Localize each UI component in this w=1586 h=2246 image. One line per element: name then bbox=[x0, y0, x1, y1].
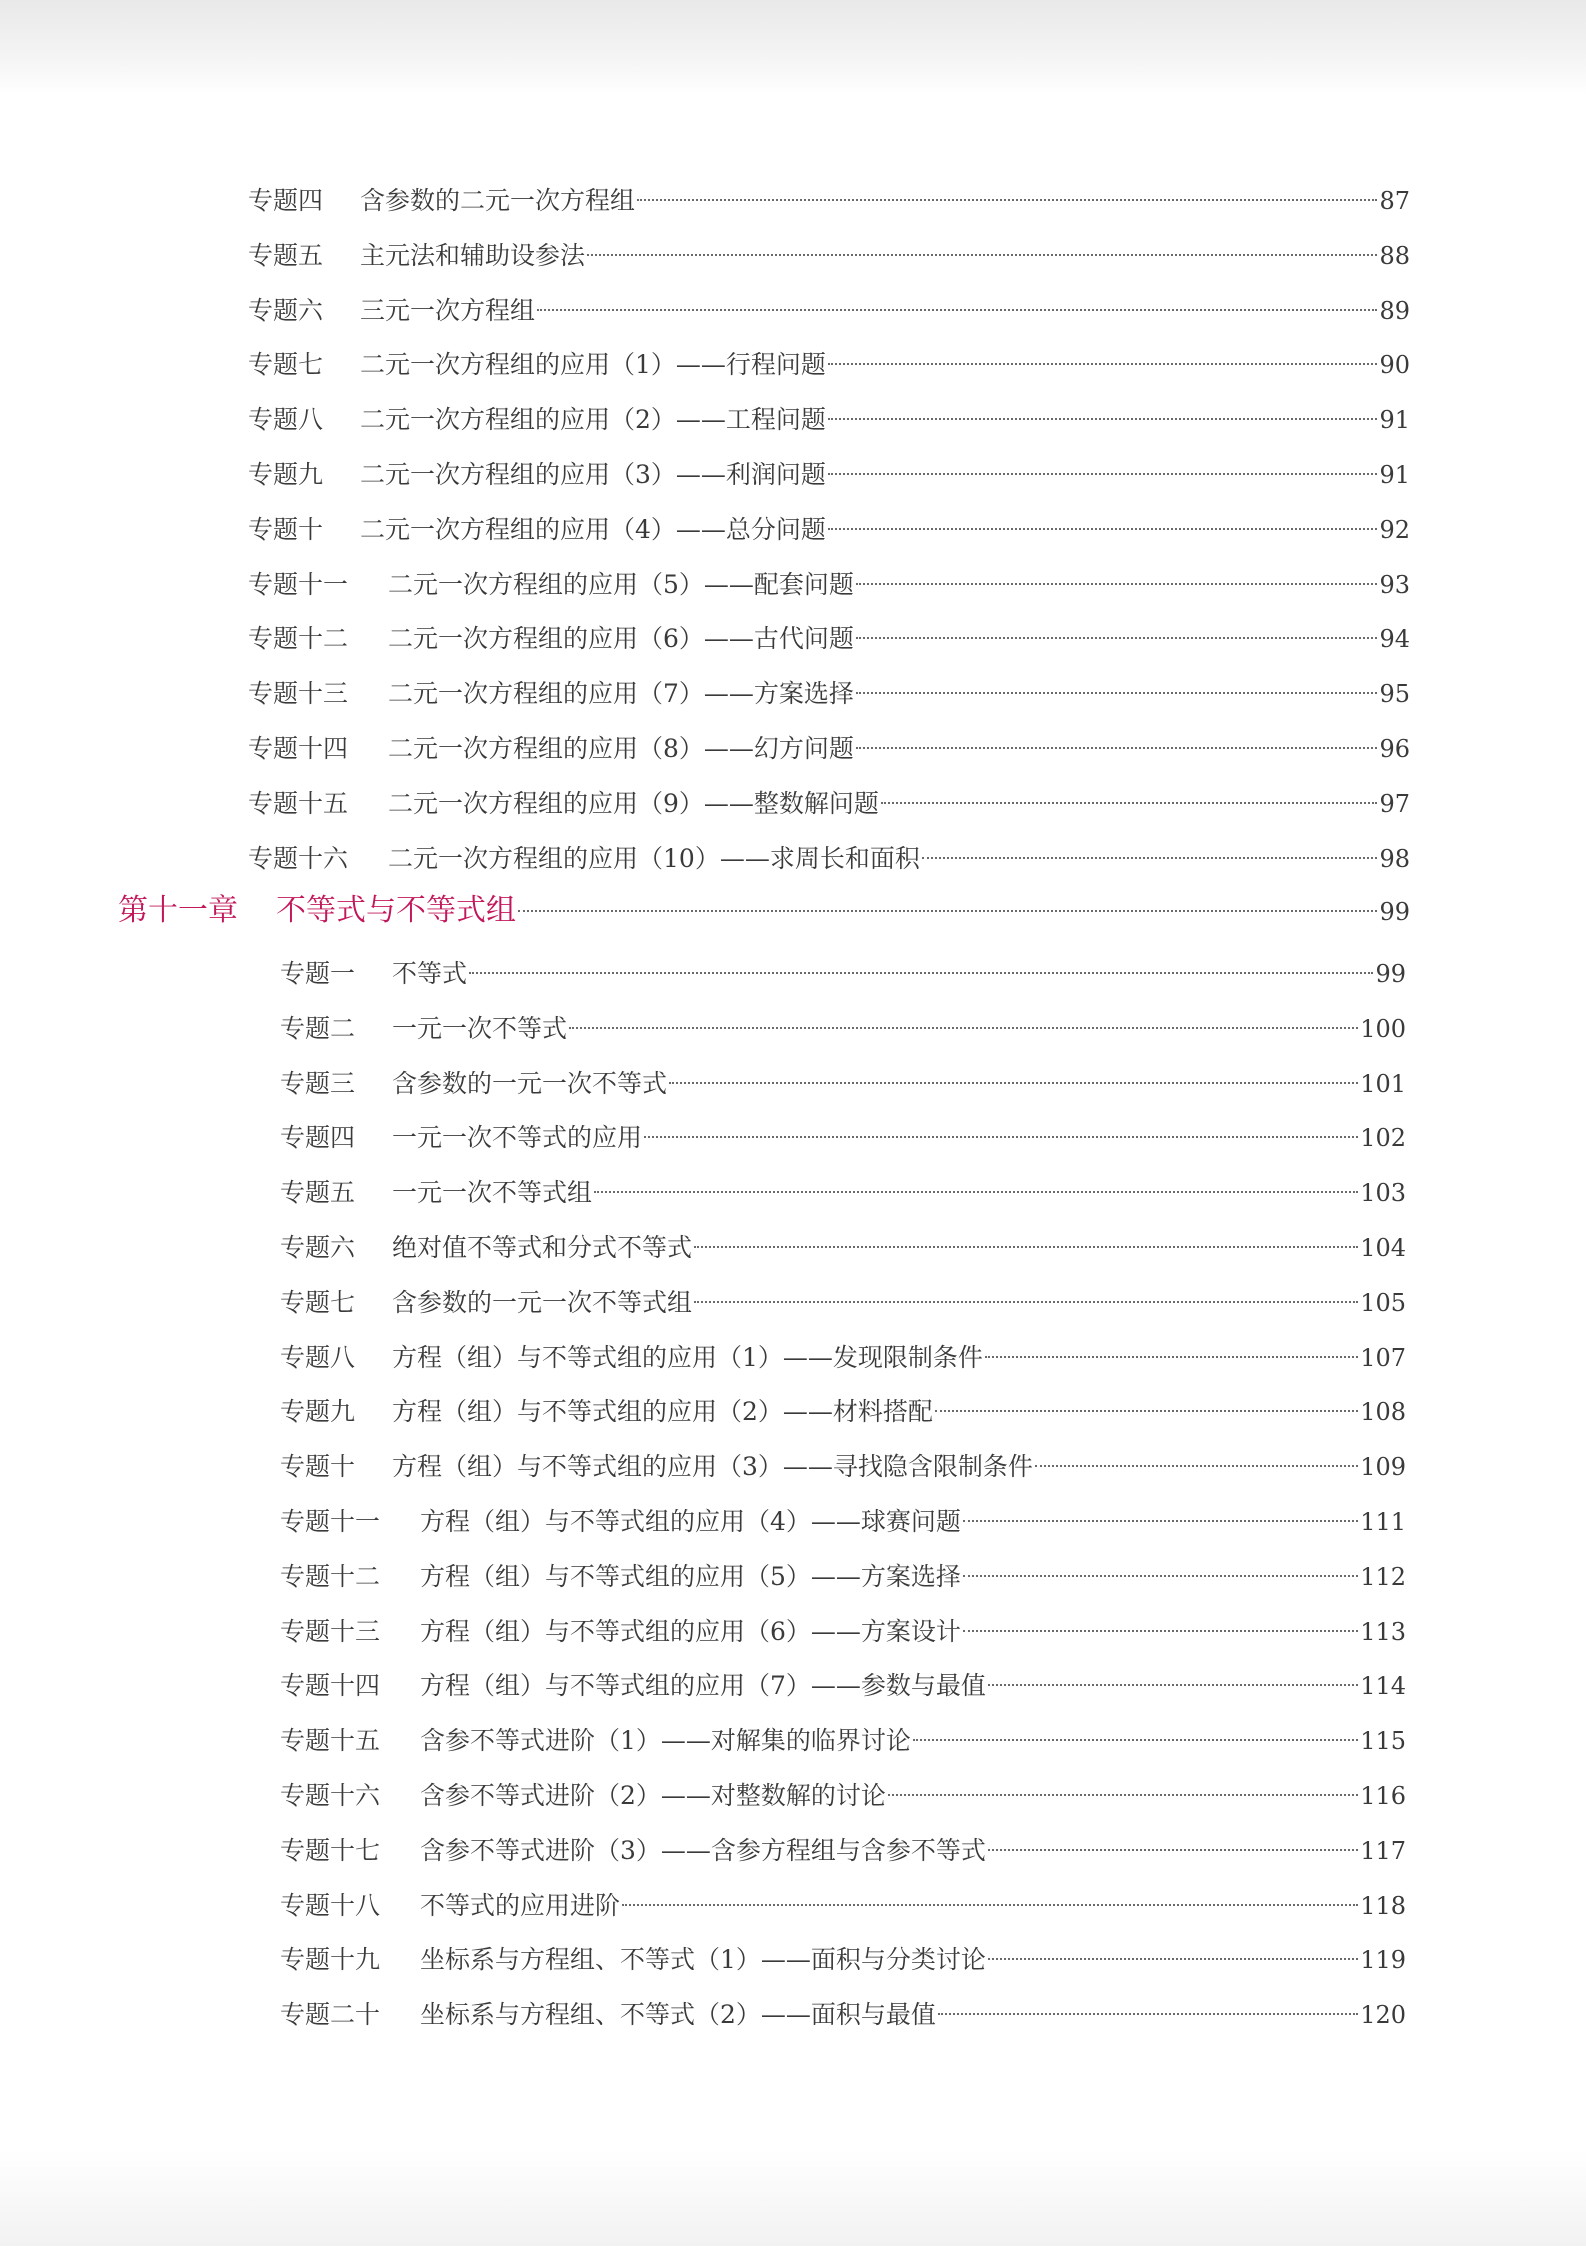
page-number: 117 bbox=[1360, 1837, 1406, 1865]
page-number: 112 bbox=[1360, 1563, 1406, 1591]
toc-entry[interactable] bbox=[280, 1392, 1406, 1432]
topic-title: 含参不等式进阶（1）——对解集的临界讨论 bbox=[420, 1726, 911, 1755]
topic-title: 不等式的应用进阶 bbox=[420, 1891, 621, 1920]
page-number: 102 bbox=[1360, 1124, 1406, 1152]
topic-number: 专题十 bbox=[280, 1452, 356, 1481]
dot-leader bbox=[828, 418, 1378, 420]
page-number: 119 bbox=[1360, 1946, 1406, 1974]
page-number: 108 bbox=[1360, 1398, 1406, 1426]
topic-number: 专题三 bbox=[280, 1069, 356, 1098]
topic-number: 专题十三 bbox=[280, 1617, 381, 1646]
dot-leader bbox=[856, 637, 1378, 639]
topic-title: 绝对值不等式和分式不等式 bbox=[392, 1233, 693, 1262]
dot-leader bbox=[913, 1739, 1358, 1741]
topic-number: 专题九 bbox=[280, 1397, 356, 1426]
dot-leader bbox=[828, 473, 1378, 475]
dot-leader bbox=[988, 1684, 1358, 1686]
page-number: 93 bbox=[1379, 571, 1410, 599]
page-number: 118 bbox=[1360, 1892, 1406, 1920]
topic-number: 专题八 bbox=[248, 405, 324, 434]
page-number: 105 bbox=[1360, 1289, 1406, 1317]
page-number: 89 bbox=[1379, 297, 1410, 325]
page-number: 103 bbox=[1360, 1179, 1406, 1207]
toc-entry[interactable] bbox=[280, 1666, 1406, 1706]
topic-title: 含参不等式进阶（3）——含参方程组与含参不等式 bbox=[420, 1836, 986, 1865]
toc-entry[interactable] bbox=[280, 1995, 1406, 2035]
topic-title: 方程（组）与不等式组的应用（1）——发现限制条件 bbox=[392, 1343, 983, 1372]
topic-title: 二元一次方程组的应用（3）——利润问题 bbox=[360, 460, 826, 489]
page-number: 96 bbox=[1379, 735, 1410, 763]
topic-number: 专题九 bbox=[248, 460, 324, 489]
page-number: 88 bbox=[1379, 242, 1410, 270]
page-number: 111 bbox=[1360, 1508, 1406, 1536]
page-number: 91 bbox=[1379, 406, 1410, 434]
topic-title: 二元一次方程组的应用（4）——总分问题 bbox=[360, 515, 826, 544]
topic-number: 专题八 bbox=[280, 1343, 356, 1372]
toc-entry[interactable] bbox=[280, 1831, 1406, 1871]
toc-entry[interactable] bbox=[280, 1064, 1406, 1104]
toc-entry[interactable] bbox=[248, 565, 1410, 605]
topic-title: 含参数的一元一次不等式组 bbox=[392, 1288, 693, 1317]
dot-leader bbox=[922, 857, 1378, 859]
toc-entry[interactable] bbox=[248, 181, 1410, 221]
toc-entry[interactable] bbox=[280, 1118, 1406, 1158]
toc-entry[interactable] bbox=[280, 1009, 1406, 1049]
topic-number: 专题一 bbox=[280, 959, 356, 988]
topic-title: 坐标系与方程组、不等式（2）——面积与最值 bbox=[420, 2000, 936, 2029]
dot-leader bbox=[963, 1575, 1358, 1577]
toc-entry[interactable] bbox=[280, 1612, 1406, 1652]
page-number: 114 bbox=[1360, 1672, 1406, 1700]
toc-entry[interactable] bbox=[248, 455, 1410, 495]
topic-title: 二元一次方程组的应用（2）——工程问题 bbox=[360, 405, 826, 434]
dot-leader bbox=[469, 972, 1373, 974]
page-number: 113 bbox=[1360, 1618, 1406, 1646]
dot-leader bbox=[669, 1082, 1358, 1084]
chapter-entry[interactable] bbox=[118, 891, 1410, 931]
topic-title: 二元一次方程组的应用（10）——求周长和面积 bbox=[388, 844, 920, 873]
page-number: 91 bbox=[1379, 461, 1410, 489]
page-number: 104 bbox=[1360, 1234, 1406, 1262]
toc-entry[interactable] bbox=[280, 1228, 1406, 1268]
topic-title: 坐标系与方程组、不等式（1）——面积与分类讨论 bbox=[420, 1945, 986, 1974]
toc-entry[interactable] bbox=[280, 1338, 1406, 1378]
topic-number: 专题十八 bbox=[280, 1891, 381, 1920]
topic-title: 一元一次不等式的应用 bbox=[392, 1123, 643, 1152]
topic-title: 方程（组）与不等式组的应用（6）——方案设计 bbox=[420, 1617, 961, 1646]
topic-number: 专题六 bbox=[280, 1233, 356, 1262]
topic-number: 专题十一 bbox=[280, 1507, 381, 1536]
dot-leader bbox=[694, 1246, 1358, 1248]
page-number: 97 bbox=[1379, 790, 1410, 818]
dot-leader bbox=[537, 309, 1377, 311]
topic-number: 专题十三 bbox=[248, 679, 349, 708]
toc-entry[interactable] bbox=[280, 1886, 1406, 1926]
page-number: 101 bbox=[1360, 1070, 1406, 1098]
toc-entry[interactable] bbox=[248, 729, 1410, 769]
dot-leader bbox=[694, 1301, 1358, 1303]
dot-leader bbox=[935, 1410, 1358, 1412]
toc-entry[interactable] bbox=[280, 1283, 1406, 1323]
topic-number: 专题七 bbox=[248, 350, 324, 379]
topic-number: 专题十四 bbox=[280, 1671, 381, 1700]
topic-title: 方程（组）与不等式组的应用（7）——参数与最值 bbox=[420, 1671, 986, 1700]
dot-leader bbox=[988, 1958, 1358, 1960]
topic-title: 二元一次方程组的应用（8）——幻方问题 bbox=[388, 734, 854, 763]
dot-leader bbox=[637, 199, 1377, 201]
dot-leader bbox=[856, 747, 1378, 749]
toc-entry[interactable] bbox=[280, 1173, 1406, 1213]
toc-entry[interactable] bbox=[248, 236, 1410, 276]
dot-leader bbox=[594, 1191, 1358, 1193]
topic-title: 不等式 bbox=[392, 959, 468, 988]
toc-entry[interactable] bbox=[280, 1940, 1406, 1980]
topic-number: 专题十五 bbox=[280, 1726, 381, 1755]
topic-number: 专题十二 bbox=[280, 1562, 381, 1591]
page-number: 116 bbox=[1360, 1782, 1406, 1810]
topic-title: 三元一次方程组 bbox=[360, 296, 536, 325]
page-number: 120 bbox=[1360, 2001, 1406, 2029]
topic-title: 主元法和辅助设参法 bbox=[360, 241, 586, 270]
toc-entry[interactable] bbox=[248, 784, 1410, 824]
topic-number: 专题十 bbox=[248, 515, 324, 544]
toc-entry[interactable] bbox=[280, 1502, 1406, 1542]
dot-leader bbox=[938, 2013, 1358, 2015]
page-number: 107 bbox=[1360, 1344, 1406, 1372]
topic-number: 专题六 bbox=[248, 296, 324, 325]
toc-entry[interactable] bbox=[248, 345, 1410, 385]
page-number: 87 bbox=[1379, 187, 1410, 215]
page-number: 109 bbox=[1360, 1453, 1406, 1481]
topic-title: 一元一次不等式 bbox=[392, 1014, 568, 1043]
toc-entry[interactable] bbox=[248, 839, 1410, 879]
dot-leader bbox=[644, 1136, 1358, 1138]
page-number: 99 bbox=[1379, 898, 1410, 926]
page-number: 90 bbox=[1379, 351, 1410, 379]
topic-number: 专题十一 bbox=[248, 570, 349, 599]
page-number: 100 bbox=[1360, 1015, 1406, 1043]
page-number: 95 bbox=[1379, 680, 1410, 708]
topic-number: 专题十九 bbox=[280, 1945, 381, 1974]
page-number: 94 bbox=[1379, 625, 1410, 653]
dot-leader bbox=[1035, 1465, 1358, 1467]
topic-number: 专题十四 bbox=[248, 734, 349, 763]
dot-leader bbox=[963, 1630, 1358, 1632]
topic-number: 专题四 bbox=[248, 186, 324, 215]
topic-number: 专题五 bbox=[248, 241, 324, 270]
toc-entry[interactable] bbox=[248, 510, 1410, 550]
chapter-number: 第十一章 bbox=[118, 893, 238, 928]
topic-number: 专题二 bbox=[280, 1014, 356, 1043]
dot-leader bbox=[828, 528, 1378, 530]
toc-entry[interactable] bbox=[248, 400, 1410, 440]
toc-entry[interactable] bbox=[248, 674, 1410, 714]
topic-title: 方程（组）与不等式组的应用（4）——球赛问题 bbox=[420, 1507, 961, 1536]
topic-number: 专题二十 bbox=[280, 2000, 381, 2029]
page-number: 115 bbox=[1360, 1727, 1406, 1755]
topic-title: 一元一次不等式组 bbox=[392, 1178, 593, 1207]
topic-title: 含参不等式进阶（2）——对整数解的讨论 bbox=[420, 1781, 886, 1810]
dot-leader bbox=[856, 583, 1378, 585]
topic-number: 专题四 bbox=[280, 1123, 356, 1152]
toc-entry[interactable] bbox=[280, 1557, 1406, 1597]
page-number: 92 bbox=[1379, 516, 1410, 544]
dot-leader bbox=[622, 1904, 1358, 1906]
toc-entry[interactable] bbox=[280, 1721, 1406, 1761]
topic-number: 专题十二 bbox=[248, 624, 349, 653]
dot-leader bbox=[856, 692, 1378, 694]
page-number: 99 bbox=[1375, 960, 1406, 988]
topic-title: 二元一次方程组的应用（7）——方案选择 bbox=[388, 679, 854, 708]
topic-title: 二元一次方程组的应用（6）——古代问题 bbox=[388, 624, 854, 653]
toc-entry[interactable] bbox=[280, 1447, 1406, 1487]
topic-title: 方程（组）与不等式组的应用（3）——寻找隐含限制条件 bbox=[392, 1452, 1033, 1481]
topic-number: 专题十五 bbox=[248, 789, 349, 818]
topic-number: 专题十六 bbox=[280, 1781, 381, 1810]
dot-leader bbox=[569, 1027, 1358, 1029]
dot-leader bbox=[988, 1849, 1358, 1851]
dot-leader bbox=[963, 1520, 1358, 1522]
topic-title: 方程（组）与不等式组的应用（5）——方案选择 bbox=[420, 1562, 961, 1591]
topic-number: 专题七 bbox=[280, 1288, 356, 1317]
toc-entry[interactable] bbox=[248, 291, 1410, 331]
toc-entry[interactable] bbox=[248, 619, 1410, 659]
dot-leader bbox=[587, 254, 1377, 256]
topic-title: 方程（组）与不等式组的应用（2）——材料搭配 bbox=[392, 1397, 933, 1426]
topic-number: 专题五 bbox=[280, 1178, 356, 1207]
topic-title: 含参数的二元一次方程组 bbox=[360, 186, 636, 215]
topic-title: 二元一次方程组的应用（9）——整数解问题 bbox=[388, 789, 879, 818]
toc-entry[interactable] bbox=[280, 954, 1406, 994]
toc-entry[interactable] bbox=[280, 1776, 1406, 1816]
topic-title: 二元一次方程组的应用（1）——行程问题 bbox=[360, 350, 826, 379]
dot-leader bbox=[888, 1794, 1358, 1796]
dot-leader bbox=[985, 1356, 1358, 1358]
dot-leader bbox=[518, 910, 1377, 912]
topic-number: 专题十七 bbox=[280, 1836, 381, 1865]
chapter-title: 不等式与不等式组 bbox=[276, 893, 516, 928]
dot-leader bbox=[828, 363, 1378, 365]
page-number: 98 bbox=[1379, 845, 1410, 873]
dot-leader bbox=[881, 802, 1378, 804]
topic-number: 专题十六 bbox=[248, 844, 349, 873]
topic-title: 含参数的一元一次不等式 bbox=[392, 1069, 668, 1098]
topic-title: 二元一次方程组的应用（5）——配套问题 bbox=[388, 570, 854, 599]
